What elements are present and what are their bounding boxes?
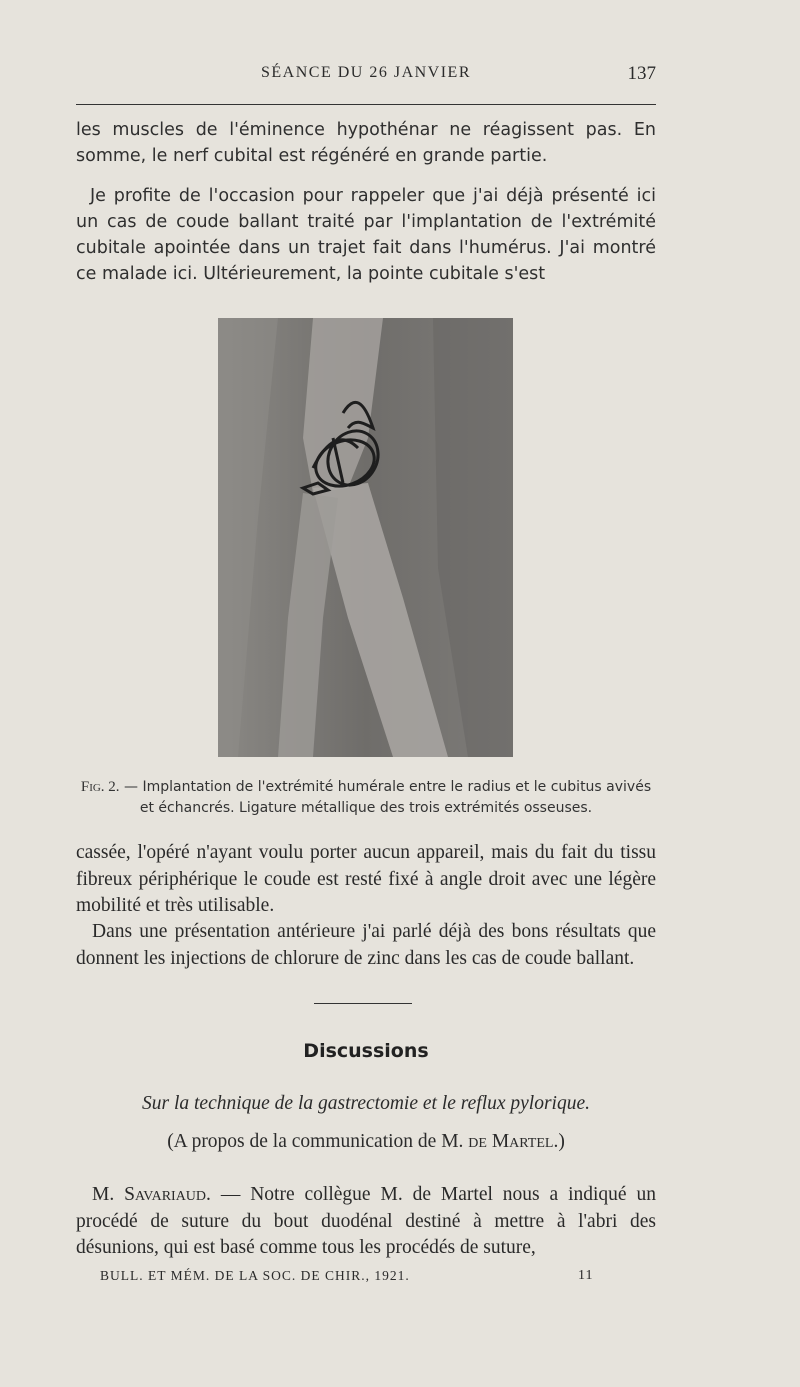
section-heading: Discussions <box>303 1040 429 1062</box>
speaker-prefix: M. <box>92 1184 125 1205</box>
discussion-title: Sur la technique de la gastrectomie et le reflux pylorique. <box>141 1093 591 1114</box>
page-footer <box>100 1268 600 1288</box>
caption-text: — Implantation de l'extrémité humérale entre le radius et le cubitus avivés et échancrés. Ligature métallique des trois extrémités osseuses. <box>119 779 652 816</box>
paragraph-1: les muscles de l'éminence hypothénar ne réagissent pas. En somme, le nerf cubital est régénéré en grande partie. <box>76 120 656 166</box>
running-title: SÉANCE DU 26 JANVIER <box>261 64 471 81</box>
paragraph-3: cassée, l'opéré n'ayant voulu porter aucun appareil, mais du fait du tissu fibreux périphérique le coude est resté fixé à angle droit avec une légère mobilité et très utilisable. <box>76 842 656 916</box>
paragraph-speaker <box>76 1182 656 1262</box>
discussion-subtitle <box>76 1131 656 1153</box>
radiograph-figure <box>218 318 513 757</box>
paragraph-2: Je profite de l'occasion pour rappeler que j'ai déjà présenté ici un cas de coude ballant traité par l'implantation de l'extrémité cubitale apointée dans un trajet fait dans l'humérus. J'ai montré ce malade ici. Ultérieurement, la pointe cubitale s'est <box>76 186 656 284</box>
subtitle-name: de Martel <box>468 1131 554 1152</box>
figure-caption <box>76 777 656 819</box>
header-rule <box>76 104 656 105</box>
footer-signature: 11 <box>578 1268 594 1283</box>
radiograph-image <box>218 318 513 757</box>
speaker-name: Savariaud <box>124 1184 207 1205</box>
subtitle-suffix: .) <box>553 1131 565 1152</box>
footer-journal: BULL. ET MÉM. DE LA SOC. DE CHIR., 1921. <box>100 1268 410 1283</box>
speaker-text: . — Notre collègue M. de Martel nous a indiqué un procédé de suture du bout duodénal destiné à mettre à l'abri des désunions, qui est basé comme tous les procédés de suture, <box>76 1184 656 1258</box>
page-number: 137 <box>627 63 656 84</box>
paragraph-4: Dans une présentation antérieure j'ai parlé déjà des bons résultats que donnent les injections de chlorure de zinc dans les cas de coude ballant. <box>76 921 656 969</box>
running-head <box>76 64 656 86</box>
figure-label: Fig. 2. <box>80 779 120 795</box>
subtitle-prefix: (A propos de la communication de M. <box>167 1131 469 1152</box>
section-divider <box>314 1003 412 1004</box>
